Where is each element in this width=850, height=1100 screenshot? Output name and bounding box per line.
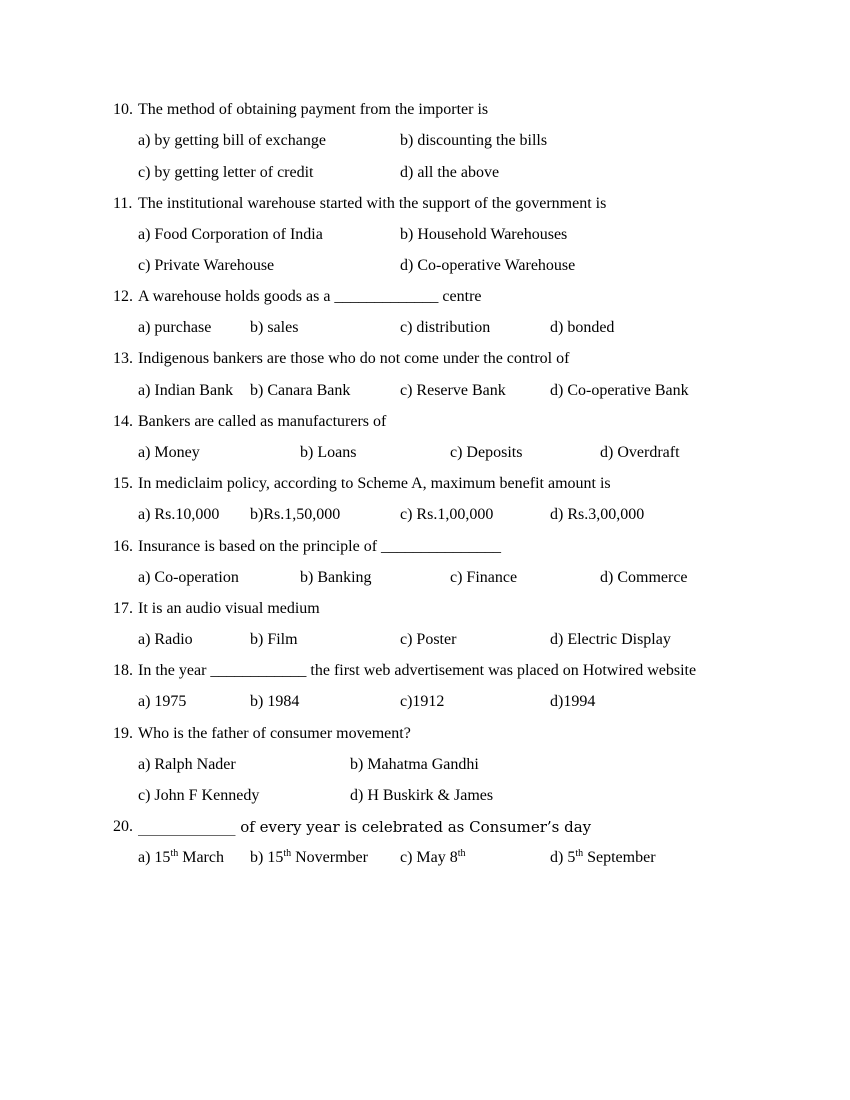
option-d: d) Overdraft: [600, 444, 680, 461]
option-b-text: b) 15: [250, 849, 284, 866]
option-b: b) discounting the bills: [400, 132, 548, 149]
option-b: b) 1984: [250, 693, 300, 710]
option-a: a) Indian Bank: [138, 382, 234, 399]
question-text: Indigenous bankers are those who do not come under the control of: [138, 350, 570, 367]
option-c: c) Finance: [450, 569, 518, 586]
option-d: d)1994: [550, 693, 596, 710]
option-d: d) H Buskirk & James: [350, 787, 494, 804]
option-d-suffix: September: [583, 849, 656, 866]
question-number: 12.: [113, 288, 133, 305]
option-b: b) Canara Bank: [250, 382, 351, 399]
question-number: 19.: [113, 725, 133, 742]
question-number: 16.: [113, 538, 133, 555]
option-d: d) Co-operative Bank: [550, 382, 689, 399]
question-text: Who is the father of consumer movement?: [138, 725, 411, 742]
option-a: a) Money: [138, 444, 200, 461]
option-d-text: d) 5: [550, 849, 576, 866]
option-c: [400, 848, 466, 868]
option-a-text: a) 15: [138, 849, 171, 866]
question-text: _____________ of every year is celebrated as Consumer’s day: [138, 818, 592, 836]
question-number: 14.: [113, 413, 133, 430]
question-number: 15.: [113, 475, 133, 492]
option-b: b) sales: [250, 319, 299, 336]
option-c: c) Private Warehouse: [138, 257, 275, 274]
option-b-suffix: Novermber: [291, 849, 368, 866]
option-a: a) Radio: [138, 631, 193, 648]
option-a-suffix: March: [178, 849, 224, 866]
question-number: 18.: [113, 662, 133, 679]
option-a: a) by getting bill of exchange: [138, 132, 326, 149]
option-b: [250, 848, 368, 868]
option-c: c) by getting letter of credit: [138, 164, 314, 181]
option-c: c) Reserve Bank: [400, 382, 506, 399]
question-number: 13.: [113, 350, 133, 367]
option-c: c)1912: [400, 693, 445, 710]
option-d: d) all the above: [400, 164, 500, 181]
question-number: 17.: [113, 600, 133, 617]
option-b-sup: th: [283, 848, 292, 859]
option-a: a) Food Corporation of India: [138, 226, 323, 243]
question-number: 10.: [113, 101, 133, 118]
option-c: c) Poster: [400, 631, 457, 648]
option-b: b) Mahatma Gandhi: [350, 756, 479, 773]
question-text: The institutional warehouse started with the support of the government is: [138, 195, 607, 212]
option-c: c) distribution: [400, 319, 491, 336]
option-d-sup: th: [575, 848, 584, 859]
option-c: c) John F Kennedy: [138, 787, 260, 804]
option-b: b) Loans: [300, 444, 357, 461]
question-text: It is an audio visual medium: [138, 600, 320, 617]
option-a: a) Rs.10,000: [138, 506, 220, 523]
option-c-sup: th: [457, 848, 466, 859]
option-b: b)Rs.1,50,000: [250, 506, 341, 523]
option-d: d) Electric Display: [550, 631, 671, 648]
option-d: d) bonded: [550, 319, 615, 336]
option-d: d) Co-operative Warehouse: [400, 257, 576, 274]
option-b: b) Film: [250, 631, 298, 648]
option-d: d) Rs.3,00,000: [550, 506, 645, 523]
option-a: a) Co-operation: [138, 569, 239, 586]
option-a-sup: th: [170, 848, 179, 859]
question-text: Bankers are called as manufacturers of: [138, 413, 387, 430]
question-text: The method of obtaining payment from the importer is: [138, 101, 489, 118]
option-b: b) Household Warehouses: [400, 226, 568, 243]
option-c-text: c) May 8: [400, 849, 458, 866]
question-text: In the year ____________ the first web advertisement was placed on Hotwired website: [138, 662, 697, 679]
option-a: a) purchase: [138, 319, 212, 336]
question-text: In mediclaim policy, according to Scheme A, maximum benefit amount is: [138, 475, 611, 492]
option-a: a) 1975: [138, 693, 187, 710]
option-c: c) Rs.1,00,000: [400, 506, 494, 523]
option-a: [138, 848, 224, 868]
option-b: b) Banking: [300, 569, 372, 586]
option-d: d) Commerce: [600, 569, 688, 586]
option-c: c) Deposits: [450, 444, 523, 461]
question-number: 20.: [113, 818, 133, 835]
question-number: 11.: [113, 195, 133, 212]
question-text: Insurance is based on the principle of _______________: [138, 538, 502, 555]
option-d: [550, 848, 656, 868]
option-a: a) Ralph Nader: [138, 756, 236, 773]
question-text: A warehouse holds goods as a _____________ centre: [138, 288, 482, 305]
